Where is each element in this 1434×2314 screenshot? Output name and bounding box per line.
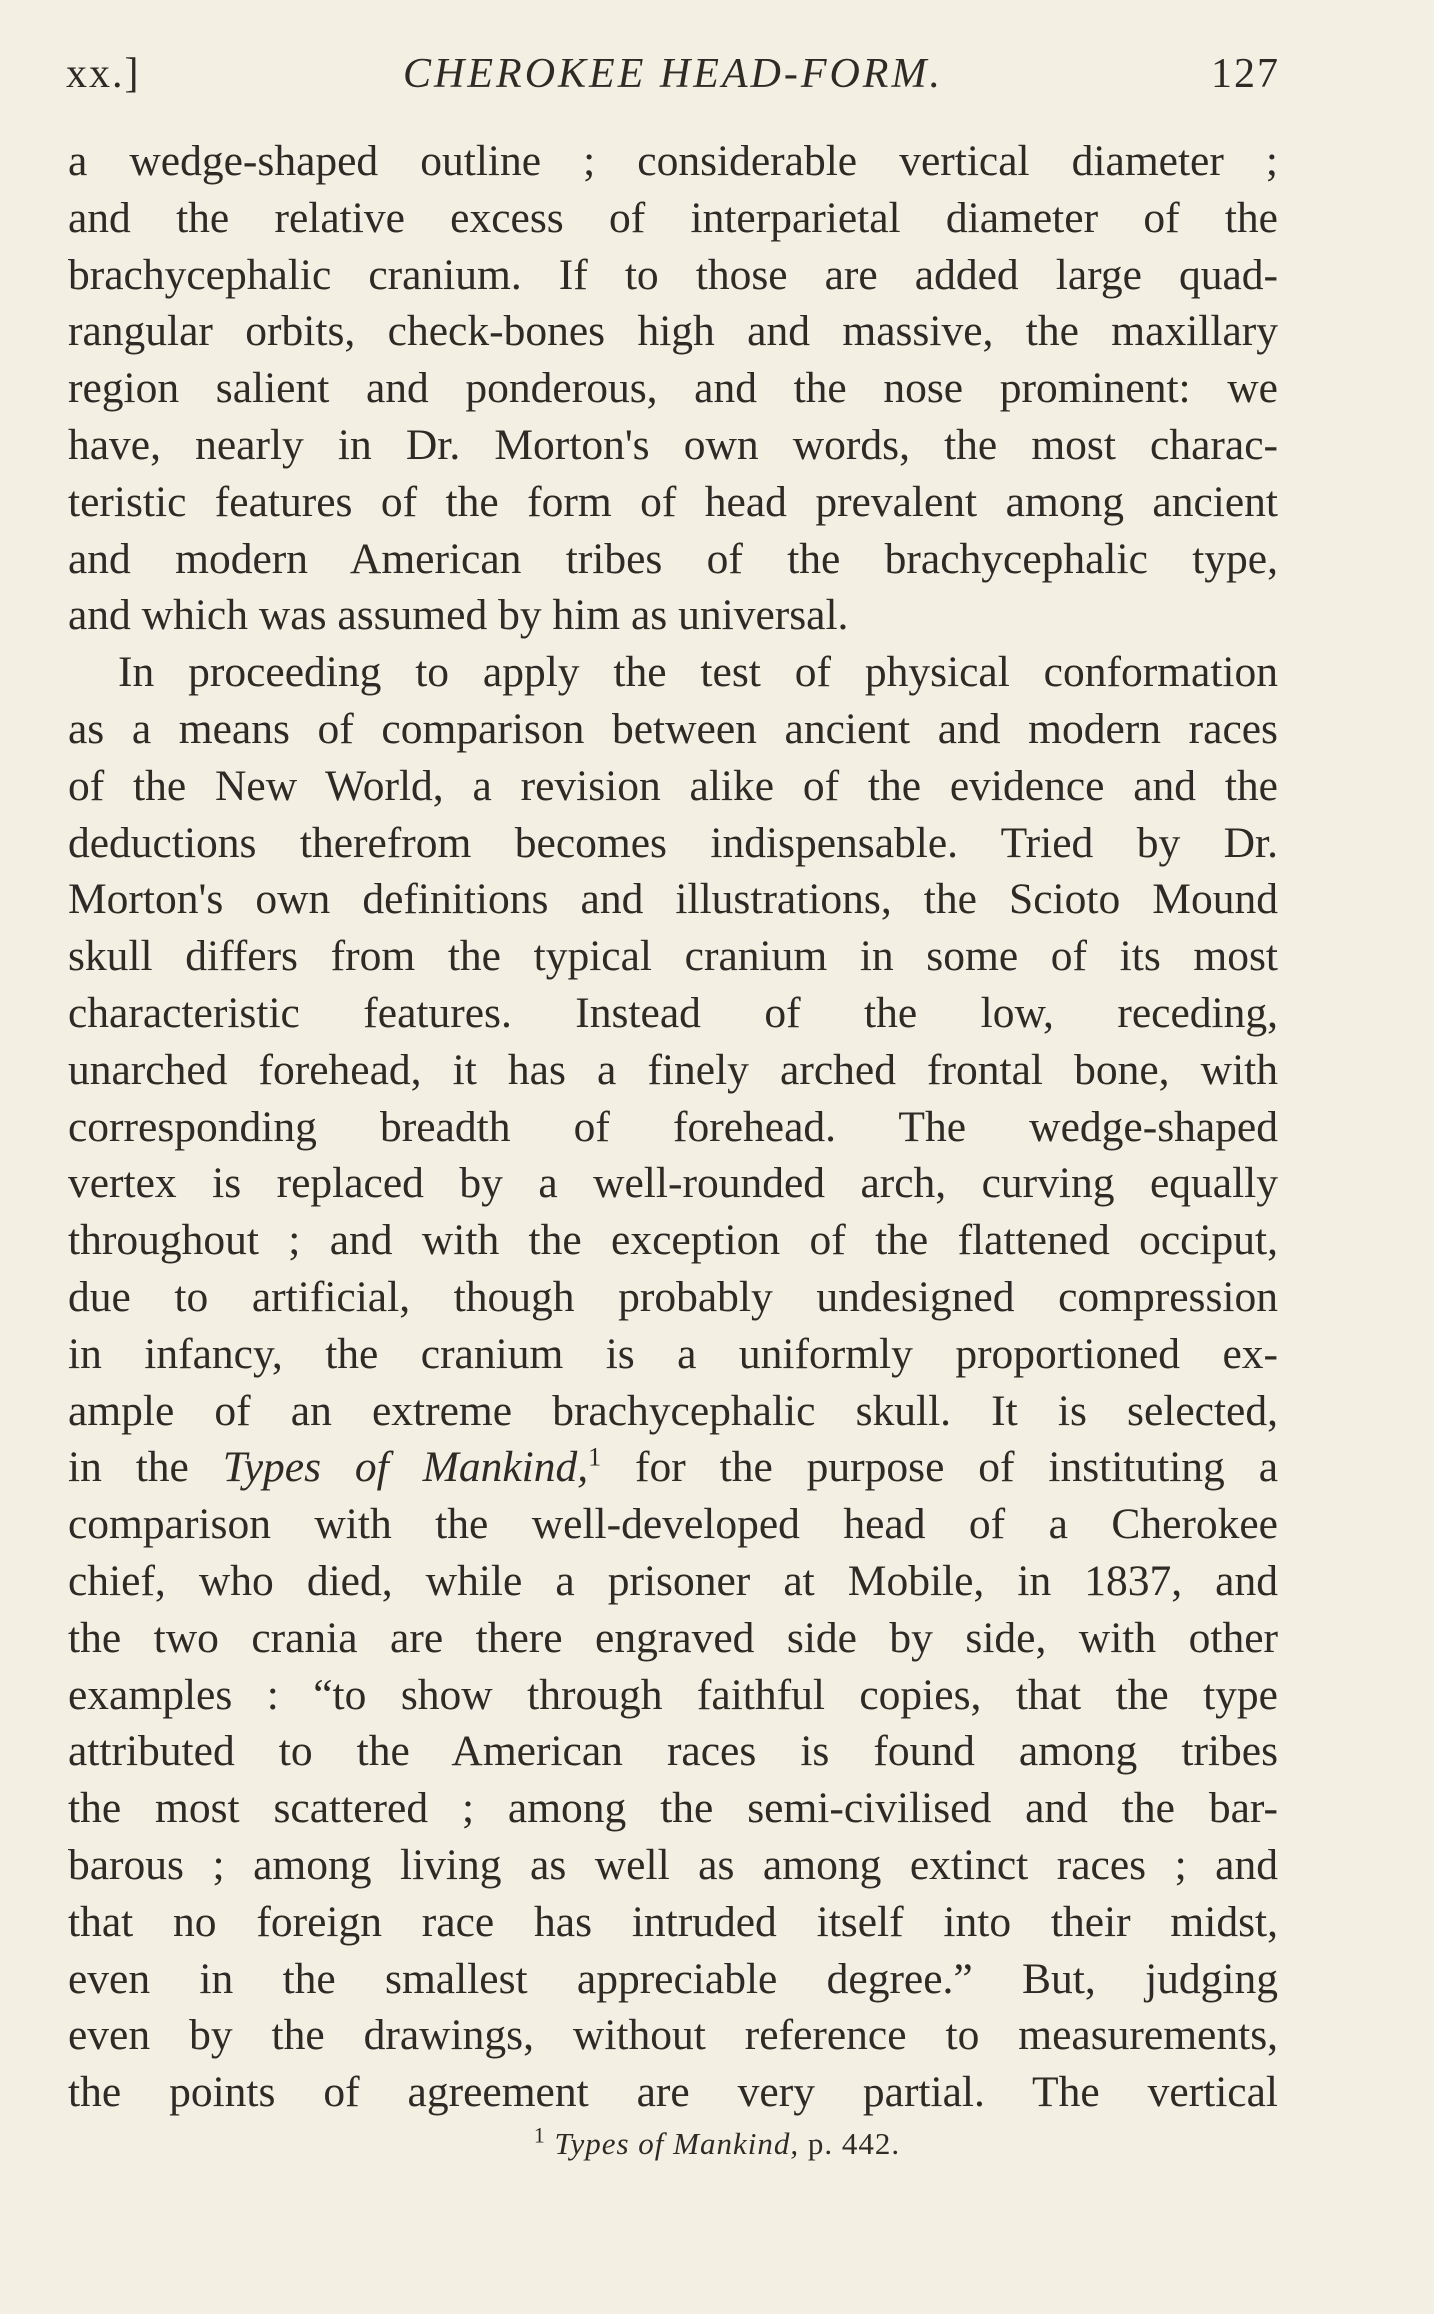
text-line: and modern American tribes of the brachycephalic type, — [68, 534, 1278, 583]
text-line: as a means of comparison between ancient and modern races — [68, 704, 1278, 753]
text-segment: for the purpose of instituting a — [601, 1443, 1278, 1492]
footnote-reference: 1 — [588, 1442, 602, 1472]
footnote-page-ref: p. 442. — [799, 2126, 901, 2161]
text-line: In proceeding to apply the test of physical conformation — [118, 648, 1278, 697]
text-line: deductions therefrom becomes indispensable. Tried by Dr. — [68, 818, 1278, 867]
text-line: vertex is replaced by a well-rounded arch, curving equally — [68, 1159, 1278, 1208]
text-line: ample of an extreme brachycephalic skull. It is selected, — [68, 1386, 1278, 1435]
text-line: characteristic features. Instead of the low, receding, — [68, 988, 1278, 1037]
text-line: that no foreign race has intruded itself into their midst, — [68, 1897, 1278, 1946]
footnote — [0, 2124, 1434, 2164]
running-title: CHEROKEE HEAD-FORM. — [403, 51, 943, 97]
text-line: examples : “to show through faithful copies, that the type — [68, 1670, 1278, 1719]
body-text — [68, 133, 1278, 2121]
text-line: Morton's own definitions and illustrations, the Scioto Mound — [68, 875, 1278, 924]
text-line: region salient and ponderous, and the nose prominent: we — [68, 364, 1278, 413]
text-line: comparison with the well-developed head of a Cherokee — [68, 1500, 1278, 1549]
text-line: brachycephalic cranium. If to those are added large quad- — [68, 250, 1278, 299]
text-line: unarched forehead, it has a finely arched frontal bone, with — [68, 1045, 1278, 1094]
text-line: the two crania are there engraved side by side, with other — [68, 1613, 1278, 1662]
text-line: the most scattered ; among the semi-civilised and the bar- — [68, 1784, 1278, 1833]
text-line: attributed to the American races is found among tribes — [68, 1727, 1278, 1776]
text-line: and the relative excess of interparietal diameter of the — [68, 193, 1278, 242]
footnote-title: Types of Mankind, — [554, 2126, 800, 2161]
text-line: due to artificial, though probably undesigned compression — [68, 1272, 1278, 1321]
running-header — [66, 44, 1280, 104]
text-line: the points of agreement are very partial. The vertical — [68, 2068, 1278, 2117]
page-number: 127 — [1211, 51, 1280, 97]
text-line: have, nearly in Dr. Morton's own words, the most charac- — [68, 420, 1278, 469]
text-line: chief, who died, while a prisoner at Mobile, in 1837, and — [68, 1556, 1278, 1605]
text-line: even in the smallest appreciable degree.” But, judging — [68, 1954, 1278, 2003]
text-line: of the New World, a revision alike of the evidence and the — [68, 761, 1278, 810]
text-segment: in the — [68, 1443, 223, 1492]
text-line: corresponding breadth of forehead. The wedge-shaped — [68, 1102, 1278, 1151]
text-line: throughout ; and with the exception of the flattened occiput, — [68, 1216, 1278, 1265]
text-line — [68, 1439, 1278, 1496]
text-line: and which was assumed by him as universal. — [68, 591, 849, 640]
book-title-citation: Types of Mankind, — [222, 1443, 589, 1492]
chapter-marker: xx.] — [66, 51, 141, 97]
text-line: barous ; among living as well as among extinct races ; and — [68, 1840, 1278, 1889]
text-line: a wedge-shaped outline ; considerable vertical diameter ; — [68, 137, 1278, 185]
text-line: even by the drawings, without reference to measurements, — [68, 2011, 1278, 2060]
footnote-marker: 1 — [533, 2123, 546, 2148]
text-line: teristic features of the form of head prevalent among ancient — [68, 477, 1278, 526]
text-line: skull differs from the typical cranium in some of its most — [68, 932, 1278, 981]
text-line: rangular orbits, check-bones high and massive, the maxillary — [68, 307, 1278, 356]
text-line: in infancy, the cranium is a uniformly proportioned ex- — [68, 1329, 1278, 1378]
